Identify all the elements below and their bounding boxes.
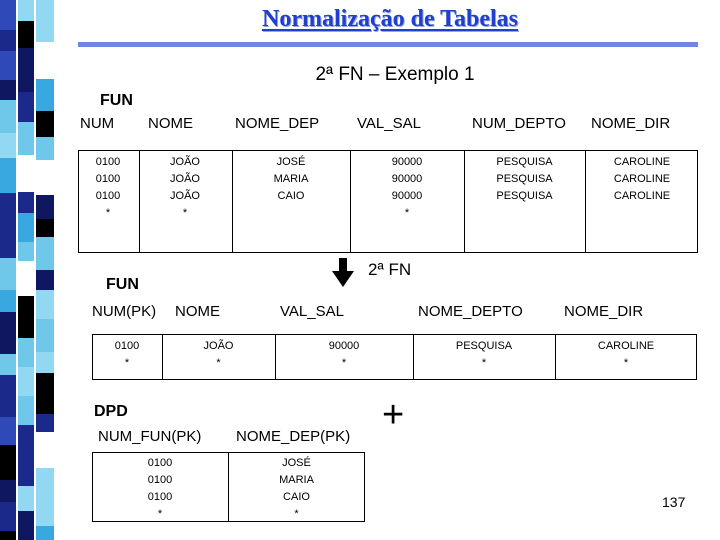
table3-col-nome-dep-values: JOSÉ MARIA CAIO *: [279, 457, 314, 520]
table2-col-nome-depto-values: PESQUISA *: [455, 340, 513, 369]
page-title: Normalização de Tabelas: [262, 6, 518, 32]
sidebar-stripe-block: [18, 511, 34, 540]
sidebar-stripe-block: [0, 312, 16, 354]
table3-header-num-fun-pk: NUM_FUN(PK): [98, 428, 202, 445]
sidebar-stripe-block: [36, 319, 54, 352]
sidebar-stripe-block: [36, 432, 54, 468]
sidebar-stripe-block: [0, 375, 16, 417]
sidebar-stripe-block: [18, 92, 34, 122]
sidebar-stripe-block: [18, 0, 34, 21]
table1-col-divider: [232, 150, 233, 253]
table1-col-divider: [585, 150, 586, 253]
table1-col-num-values: 0100 0100 0100 *: [95, 156, 121, 219]
table1-header-nome-dep: NOME_DEP: [235, 115, 320, 132]
sidebar-stripe-block: [18, 396, 34, 425]
page-number: 137: [662, 494, 686, 510]
table2-header-nome-depto: NOME_DEPTO: [418, 303, 523, 320]
table2-label: FUN: [106, 276, 139, 293]
table3-col-divider: [228, 452, 229, 522]
sidebar-stripe-block: [0, 531, 16, 540]
sidebar-stripe-block: [36, 503, 54, 526]
table3-label: DPD: [94, 403, 128, 420]
sidebar-stripe-block: [0, 193, 16, 223]
sidebar-stripe-block: [18, 425, 34, 449]
table2-col-divider: [555, 334, 556, 380]
sidebar-stripe-block: [18, 192, 34, 213]
sidebar-stripe-block: [36, 290, 54, 319]
sidebar-stripe-block: [0, 290, 16, 312]
second-normal-form-label: 2ª FN: [368, 260, 412, 279]
sidebar-stripe-block: [0, 502, 16, 531]
table2-col-val-sal-values: 90000 *: [328, 340, 360, 369]
table2-header-nome: NOME: [175, 303, 220, 320]
slide-subtitle: 2ª FN – Exemplo 1: [315, 64, 475, 85]
sidebar-stripe-block: [18, 21, 34, 48]
table2-col-nome-values: JOÃO *: [203, 340, 234, 369]
sidebar-stripe-block: [36, 468, 54, 503]
sidebar-stripe-block: [36, 137, 54, 160]
sidebar-stripe-block: [18, 367, 34, 396]
sidebar-stripe-block: [0, 0, 16, 30]
sidebar-stripe-block: [18, 122, 34, 155]
sidebar-stripe-block: [36, 414, 54, 432]
table2-header-val-sal: VAL_SAL: [280, 303, 344, 320]
sidebar-stripe-block: [0, 258, 16, 290]
down-arrow-icon: [332, 258, 354, 288]
table1-col-nome-dep-values: JOSÉ MARIA CAIO: [273, 156, 309, 202]
sidebar-stripe-block: [36, 0, 54, 42]
table1-header-num-depto: NUM_DEPTO: [472, 115, 566, 132]
table1-header-num: NUM: [80, 115, 115, 132]
sidebar-stripe-block: [18, 486, 34, 511]
sidebar-stripe-block: [36, 237, 54, 270]
sidebar-stripe-block: [0, 480, 16, 502]
table1-col-divider: [464, 150, 465, 253]
table1-header-val-sal: VAL_SAL: [357, 115, 421, 132]
table1-col-nome-dir-values: CAROLINE CAROLINE CAROLINE: [613, 156, 671, 202]
sidebar-stripe-block: [0, 417, 16, 445]
sidebar-stripe-block: [0, 30, 16, 51]
table1-col-divider: [350, 150, 351, 253]
table2-header-nome-dir: NOME_DIR: [564, 303, 644, 320]
table3-header-nome-dep-pk: NOME_DEP(PK): [236, 428, 351, 445]
plus-sign: +: [382, 394, 405, 436]
sidebar-stripe-block: [36, 219, 54, 237]
table1-header-nome: NOME: [148, 115, 193, 132]
table3-col-num-fun-values: 0100 0100 0100 *: [147, 457, 173, 520]
sidebar-stripe-block: [18, 449, 34, 486]
table2-col-divider: [275, 334, 276, 380]
table2-col-num-values: 0100 *: [114, 340, 140, 369]
sidebar-stripe-block: [18, 242, 34, 261]
table1-col-val-sal-values: 90000 90000 90000 *: [391, 156, 423, 219]
sidebar-stripe-block: [18, 155, 34, 192]
sidebar-stripe-block: [0, 133, 16, 158]
sidebar-stripe-block: [36, 195, 54, 219]
sidebar-stripe-block: [0, 445, 16, 480]
sidebar-stripe-block: [0, 223, 16, 258]
table2-col-nome-dir-values: CAROLINE *: [597, 340, 655, 369]
sidebar-stripe-block: [0, 354, 16, 375]
table1-label: FUN: [100, 92, 133, 109]
sidebar-stripe-block: [18, 296, 34, 338]
sidebar-stripe-block: [18, 261, 34, 296]
table1-col-num-depto-values: PESQUISA PESQUISA PESQUISA: [496, 156, 553, 202]
title-underline-rule: [78, 42, 698, 47]
sidebar-stripe-block: [36, 160, 54, 195]
sidebar-stripe-block: [36, 111, 54, 137]
table1-col-divider: [139, 150, 140, 253]
sidebar-stripe-block: [0, 158, 16, 193]
sidebar-stripe-block: [36, 270, 54, 290]
table2-col-divider: [162, 334, 163, 380]
table2-header-num-pk: NUM(PK): [92, 303, 157, 320]
sidebar-stripe-block: [36, 526, 54, 540]
table2-col-divider: [413, 334, 414, 380]
sidebar-stripe-block: [36, 373, 54, 414]
sidebar-stripe-block: [0, 100, 16, 133]
sidebar-stripe-block: [36, 352, 54, 373]
table1-col-nome-values: JOÃO JOÃO JOÃO *: [170, 156, 200, 219]
sidebar-stripe-block: [18, 213, 34, 242]
table1-header-nome-dir: NOME_DIR: [591, 115, 671, 132]
sidebar-stripe-block: [18, 338, 34, 367]
